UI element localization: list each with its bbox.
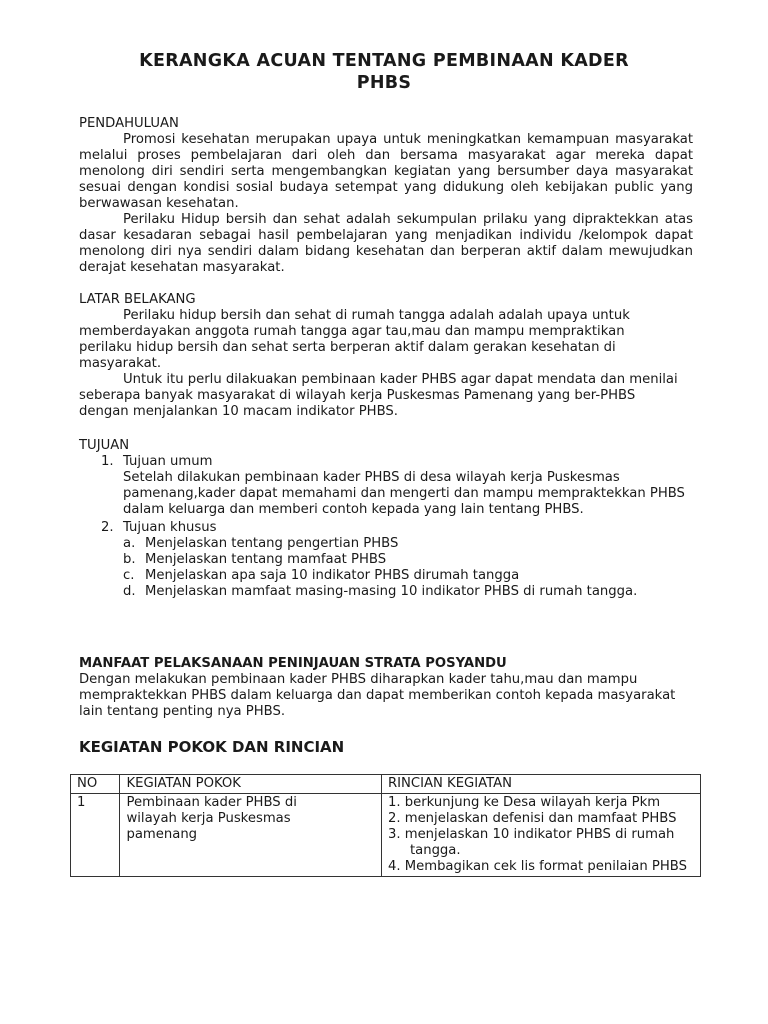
table-row	[71, 794, 701, 877]
list-marker: 1.	[101, 454, 114, 469]
rincian-item: 4. Membagikan cek lis format penilaian PHBS	[387, 859, 687, 874]
document-title	[60, 50, 708, 94]
heading-kegiatan: KEGIATAN POKOK DAN RINCIAN	[79, 738, 345, 756]
header-rincian-kegiatan: RINCIAN KEGIATAN	[381, 775, 700, 794]
cell-kegiatan-pokok: Pembinaan kader PHBS di wilayah kerja Puskesmas pamenang	[120, 794, 381, 877]
list-item: b. Menjelaskan tentang mamfaat PHBS	[123, 552, 387, 567]
list-marker: 2.	[101, 520, 114, 535]
tujuan-khusus-label: Tujuan khusus	[123, 520, 217, 535]
heading-manfaat: MANFAAT PELAKSANAAN PENINJAUAN STRATA POSYANDU	[79, 656, 507, 671]
cell-no: 1	[71, 794, 120, 877]
heading-tujuan: TUJUAN	[79, 438, 130, 453]
kegiatan-table	[70, 774, 701, 877]
section-pendahuluan	[79, 116, 693, 276]
list-item: a. Menjelaskan tentang pengertian PHBS	[123, 536, 399, 551]
heading-latar-belakang: LATAR BELAKANG	[79, 292, 196, 307]
tujuan-umum-label: Tujuan umum	[123, 454, 213, 469]
list-marker: c.	[123, 568, 135, 583]
rincian-item: tangga.	[409, 843, 461, 858]
latar-paragraph-1: Perilaku hidup bersih dan sehat di rumah tangga adalah adalah upaya untuk memberdayakan anggota rumah tangga agar tau,mau dan mampu mempraktikan perilaku hidup bersih dan sehat serta berperan aktif dalam gerakan kesehatan di masyarakat.	[79, 308, 630, 371]
rincian-item: 2. menjelaskan defenisi dan mamfaat PHBS	[387, 811, 677, 826]
tujuan-umum-item	[79, 454, 693, 518]
rincian-item: 3. menjelaskan 10 indikator PHBS di rumah	[387, 827, 675, 842]
heading-pendahuluan: PENDAHULUAN	[79, 116, 179, 131]
manfaat-paragraph: Dengan melakukan pembinaan kader PHBS diharapkan kader tahu,mau dan mampu mempraktekkan PHBS dalam keluarga dan dapat memberikan contoh kepada masyarakat lain tentang penting nya PHBS.	[79, 672, 676, 719]
pendahuluan-paragraph-1: Promosi kesehatan merupakan upaya untuk meningkatkan kemampuan masyarakat melalui proses pembelajaran dari oleh dan bersama masyarakat agar mereka dapat menolong diri sendiri serta mengembangkan kegiatan yang bersumber daya masyarakat sesuai dengan kondisi sosial budaya setempat yang didukung oleh kebijakan public yang berwawasan kesehatan.	[79, 132, 693, 211]
header-no: NO	[71, 775, 120, 794]
tujuan-umum-text: Setelah dilakukan pembinaan kader PHBS di desa wilayah kerja Puskesmas pamenang,kader dapat memahami dan mengerti dan mampu mempraktekkan PHBS dalam keluarga dan memberi contoh kepada yang lain tentang PHBS.	[123, 470, 685, 517]
header-kegiatan-pokok: KEGIATAN POKOK	[120, 775, 381, 794]
list-item: d. Menjelaskan mamfaat masing-masing 10 indikator PHBS di rumah tangga.	[123, 584, 638, 599]
section-manfaat	[79, 656, 679, 720]
pendahuluan-paragraph-2: Perilaku Hidup bersih dan sehat adalah sekumpulan prilaku yang dipraktekkan atas dasar kesadaran sebagai hasil pembelajaran yang menjadikan individu /kelompok dapat menolong diri nya sendiri dalam bidang kesehatan dan berperan aktif dalam mewujudkan derajat kesehatan masyarakat.	[79, 212, 693, 275]
latar-paragraph-2: Untuk itu perlu dilakuakan pembinaan kader PHBS agar dapat mendata dan menilai seberapa banyak masyarakat di wilayah kerja Puskesmas Pamenang yang ber-PHBS dengan menjalankan 10 macam indikator PHBS.	[79, 372, 678, 419]
list-marker: b.	[123, 552, 136, 567]
list-marker: a.	[123, 536, 136, 551]
section-latar-belakang	[79, 292, 679, 420]
cell-rincian-kegiatan	[381, 794, 700, 877]
list-item: c. Menjelaskan apa saja 10 indikator PHBS dirumah tangga	[123, 568, 520, 583]
title-line-2: PHBS	[356, 73, 412, 93]
title-line-1: KERANGKA ACUAN TENTANG PEMBINAAN KADER	[139, 51, 629, 71]
list-marker: d.	[123, 584, 136, 599]
rincian-item: 1. berkunjung ke Desa wilayah kerja Pkm	[387, 795, 661, 810]
section-tujuan	[79, 438, 693, 600]
table-header-row	[71, 775, 701, 794]
tujuan-khusus-item	[79, 520, 693, 536]
